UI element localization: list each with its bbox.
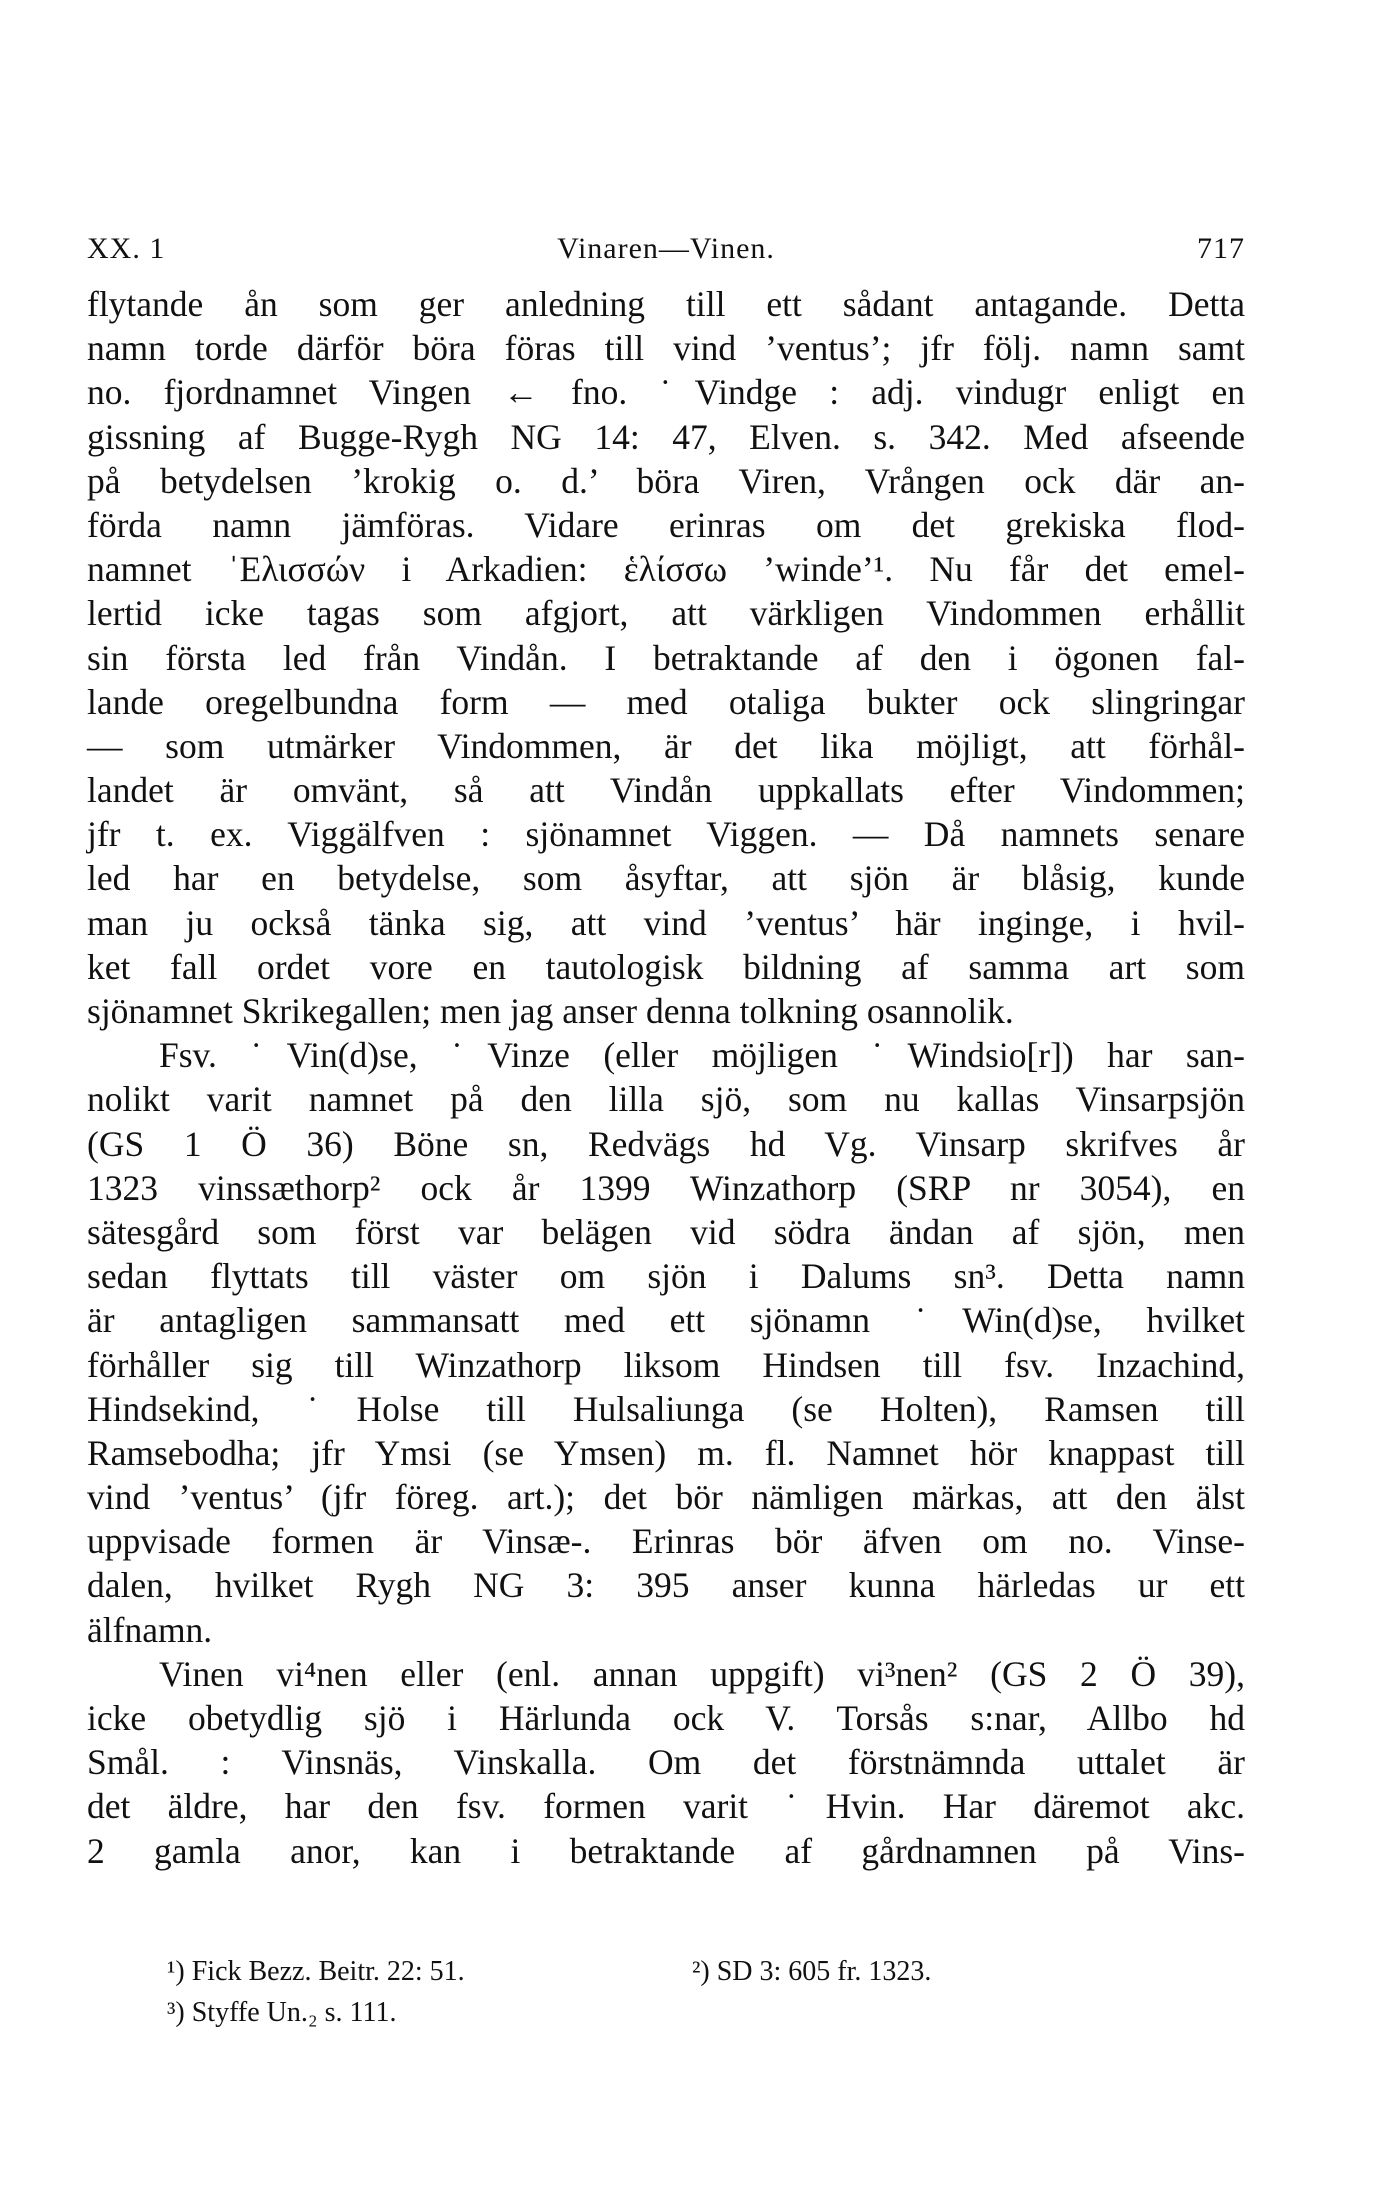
section-number: XX. 1	[87, 232, 166, 265]
text-line: Smål. : Vinsnäs, Vinskalla. Om det förstnämnda uttalet är	[87, 1742, 1245, 1783]
footnote-1: ¹) Fick Bezz. Beitr. 22: 51.	[167, 1956, 465, 1987]
running-header	[87, 232, 1245, 272]
text-line: man ju också tänka sig, att vind ’ventus’ här inginge, i hvil-	[87, 902, 1245, 943]
text-line: — som utmärker Vindommen, är det lika möjligt, att förhål-	[87, 725, 1245, 766]
text-line: på betydelsen ’krokig o. d.’ böra Viren, Vrången ock där an-	[87, 460, 1245, 501]
page-number: 717	[1197, 232, 1245, 265]
text-line: sedan flyttats till väster om sjön i Dalums sn³. Detta namn	[87, 1256, 1245, 1297]
text-line: 2 gamla anor, kan i betraktande af gårdnamnen på Vins-	[87, 1830, 1245, 1871]
text-line: jfr t. ex. Viggälfven : sjönamnet Viggen. — Då namnets senare	[87, 814, 1245, 855]
text-line: sätesgård som först var belägen vid södra ändan af sjön, men	[87, 1211, 1245, 1252]
text-line: gissning af Bugge-Rygh NG 14: 47, Elven. s. 342. Med afseende	[87, 416, 1245, 457]
text-line: sin första led från Vindån. I betraktande af den i ögonen fal-	[87, 637, 1245, 678]
text-line: landet är omvänt, så att Vindån uppkallats efter Vindommen;	[87, 770, 1245, 811]
text-line: no. fjordnamnet Vingen ← fno. ˙Vindge : adj. vindugr enligt en	[87, 372, 1245, 413]
text-line: led har en betydelse, som åsyftar, att sjön är blåsig, kunde	[87, 858, 1245, 899]
text-line: vind ’ventus’ (jfr föreg. art.); det bör nämligen märkas, att den älst	[87, 1477, 1245, 1518]
text-line: uppvisade formen är Vinsæ-. Erinras bör äfven om no. Vinse-	[87, 1521, 1245, 1562]
text-line: älfnamn.	[87, 1609, 213, 1650]
paragraph-start-line: Vinen vi⁴nen eller (enl. annan uppgift) vi³nen² (GS 2 Ö 39),	[159, 1653, 1245, 1694]
text-line: förhåller sig till Winzathorp liksom Hindsen till fsv. Inzachind,	[87, 1344, 1245, 1385]
text-line: det äldre, har den fsv. formen varit ˙Hvin. Har däremot akc.	[87, 1786, 1245, 1827]
text-line: sjönamnet Skrikegallen; men jag anser denna tolkning osannolik.	[87, 991, 1014, 1031]
text-line: namnet ˈΕλισσών i Arkadien: ἑλίσσω ’winde’¹. Nu får det emel-	[87, 549, 1245, 590]
text-line: ket fall ordet vore en tautologisk bildning af samma art som	[87, 946, 1245, 987]
text-line: förda namn jämföras. Vidare erinras om det grekiska flod-	[87, 504, 1245, 545]
text-line: icke obetydlig sjö i Härlunda ock V. Torsås s:nar, Allbo hd	[87, 1698, 1245, 1738]
footnote-row	[167, 1992, 1167, 2033]
body-text	[87, 282, 1245, 1873]
text-line: är antagligen sammansatt med ett sjönamn ˙Win(d)se, hvilket	[87, 1300, 1245, 1341]
text-line: lande oregelbundna form — med otaliga bukter ock slingringar	[87, 681, 1245, 722]
text-line: nolikt varit namnet på den lilla sjö, som nu kallas Vinsarpsjön	[87, 1079, 1245, 1120]
footnote-row	[167, 1951, 1167, 1992]
text-line: 1323 vinssæthorp² ock år 1399 Winzathorp (SRP nr 3054), en	[87, 1167, 1245, 1208]
text-line: lertid icke tagas som afgjort, att värkligen Vindommen erhållit	[87, 593, 1245, 634]
text-line: dalen, hvilket Rygh NG 3: 395 anser kunna härledas ur ett	[87, 1565, 1245, 1606]
text-line: flytande ån som ger anledning till ett sådant antagande. Detta	[87, 284, 1245, 324]
footnotes	[167, 1951, 1167, 2033]
text-line: Hindsekind, ˙Holse till Hulsaliunga (se Holten), Ramsen till	[87, 1388, 1245, 1429]
text-line: Ramsebodha; jfr Ymsi (se Ymsen) m. fl. Namnet hör knappast till	[87, 1432, 1245, 1473]
text-line: (GS 1 Ö 36) Böne sn, Redvägs hd Vg. Vinsarp skrifves år	[87, 1123, 1245, 1164]
footnote-2: ²) SD 3: 605 fr. 1323.	[692, 1956, 932, 1987]
running-title: Vinaren—Vinen.	[557, 232, 775, 265]
footnote-3: ³) Styffe Un.₂ s. 111.	[167, 1997, 397, 2028]
paragraph-start-line: Fsv. ˙Vin(d)se, ˙Vinze (eller möjligen ˙Windsio[r]) har san-	[159, 1035, 1245, 1076]
text-line: namn torde därför böra föras till vind ’ventus’; jfr följ. namn samt	[87, 328, 1245, 369]
